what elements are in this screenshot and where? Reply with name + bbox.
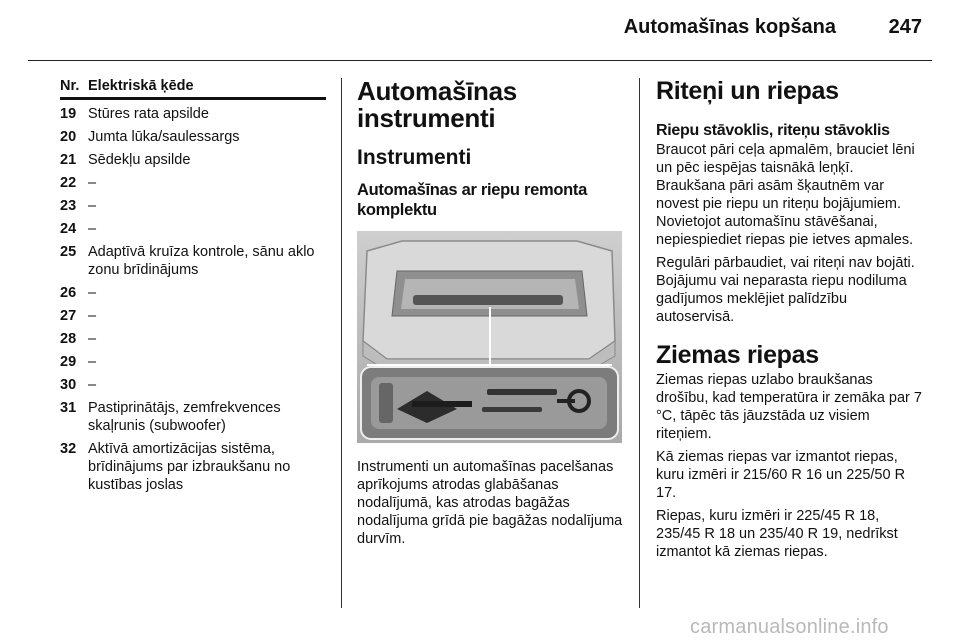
tools-subtitle: Instrumenti xyxy=(357,146,472,169)
tools-section xyxy=(357,78,623,220)
circuit-description: – xyxy=(88,175,97,191)
circuit-description: – xyxy=(88,221,97,237)
fuse-number: 21 xyxy=(60,152,77,168)
circuit-description: Aktīvā amortizācijas sistēma, brīdinājums par izbraukšanu no kustības joslas xyxy=(88,441,291,493)
section-title: Automašīnas kopšana xyxy=(623,16,836,38)
paragraph: Ziemas riepas uzlabo braukšanas drošību, kad temperatūra ir zemāka par 7 °C, tāpēc tās jāuzstāda uz visiem riteņiem. xyxy=(656,372,922,442)
table-row xyxy=(60,376,326,394)
wheels-title: Riteņi un riepas xyxy=(656,77,839,105)
fuse-number: 26 xyxy=(60,285,77,301)
circuit-description: – xyxy=(88,198,97,214)
fuse-number: 31 xyxy=(60,400,77,416)
column-header-circuit: Elektriskā ķēde xyxy=(88,78,194,94)
column-header-number: Nr. xyxy=(60,78,80,94)
table-row xyxy=(60,307,326,325)
table-row xyxy=(60,128,326,146)
table-row xyxy=(60,174,326,192)
circuit-description: Stūres rata apsilde xyxy=(88,106,209,122)
watermark: carmanualsonline.info xyxy=(690,616,889,638)
circuit-description: – xyxy=(88,377,97,393)
fuse-number: 25 xyxy=(60,244,77,260)
fuse-table xyxy=(60,78,326,494)
fuse-number: 24 xyxy=(60,221,77,237)
table-row xyxy=(60,399,326,435)
fuse-number: 30 xyxy=(60,377,77,393)
fuse-number: 29 xyxy=(60,354,77,370)
circuit-description: – xyxy=(88,308,97,324)
table-row xyxy=(60,440,326,494)
winter-tyres-title: Ziemas riepas xyxy=(656,341,819,369)
circuit-description: Sēdekļu apsilde xyxy=(88,152,191,168)
table-row xyxy=(60,243,326,279)
wheels-section xyxy=(656,78,926,561)
page-number: 247 xyxy=(888,16,922,38)
paragraph: Kā ziemas riepas var izmantot riepas, kuru izmēri ir 215/60 R 16 un 225/50 R 17. xyxy=(656,449,906,501)
tyre-condition-heading: Riepu stāvoklis, riteņu stāvoklis xyxy=(656,122,890,139)
tools-caption-block xyxy=(357,458,623,548)
table-row xyxy=(60,197,326,215)
tools-caption: Instrumenti un automašīnas pacelšanas aprīkojums atrodas glabāšanas nodalījumā, kas atrodas bagāžas nodalījuma grīdā pie bagāžas nodalījuma durvīm. xyxy=(357,459,623,547)
fuse-number: 20 xyxy=(60,129,77,145)
circuit-description: – xyxy=(88,354,97,370)
table-row xyxy=(60,330,326,348)
table-row xyxy=(60,151,326,169)
circuit-description: Pastiprinātājs, zemfrekvences skaļrunis (subwoofer) xyxy=(88,400,281,434)
fuse-number: 28 xyxy=(60,331,77,347)
column-divider xyxy=(639,78,640,608)
fuse-number: 32 xyxy=(60,441,77,457)
fuse-number: 22 xyxy=(60,175,77,191)
paragraph: Riepas, kuru izmēri ir 225/45 R 18, 235/45 R 18 un 235/40 R 19, nedrīkst izmantot kā ziemas riepas. xyxy=(656,508,898,560)
trunk-tools-photo xyxy=(357,231,622,443)
fuse-number: 19 xyxy=(60,106,77,122)
table-row xyxy=(60,105,326,123)
circuit-description: Jumta lūka/saulessargs xyxy=(88,129,240,145)
page-header xyxy=(28,0,932,61)
paragraph: Braucot pāri ceļa apmalēm, brauciet lēni un pēc iespējas taisnākā leņķī. Braukšana pāri asām šķautnēm var novest pie riepu un riteņu bojājumiem. Novietojot automašīnu stāvēšanai, nepiespiediet riepas pie ietves apmales. xyxy=(656,142,915,248)
circuit-description: – xyxy=(88,331,97,347)
table-body xyxy=(60,105,326,494)
paragraph: Regulāri pārbaudiet, vai riteņi nav bojāti. Bojājumu vai neparasta riepu nodiluma gadījumos meklējiet palīdzību autoservisā. xyxy=(656,255,915,325)
circuit-description: Adaptīvā kruīza kontrole, sānu aklo zonu brīdinājums xyxy=(88,244,315,278)
table-row xyxy=(60,220,326,238)
table-row xyxy=(60,353,326,371)
table-header xyxy=(60,78,326,100)
fuse-number: 27 xyxy=(60,308,77,324)
table-row xyxy=(60,284,326,302)
tools-title: Automašīnas instrumenti xyxy=(357,76,517,133)
fuse-number: 23 xyxy=(60,198,77,214)
tools-subsubtitle: Automašīnas ar riepu remonta komplektu xyxy=(357,181,587,219)
circuit-description: – xyxy=(88,285,97,301)
column-divider xyxy=(341,78,342,608)
